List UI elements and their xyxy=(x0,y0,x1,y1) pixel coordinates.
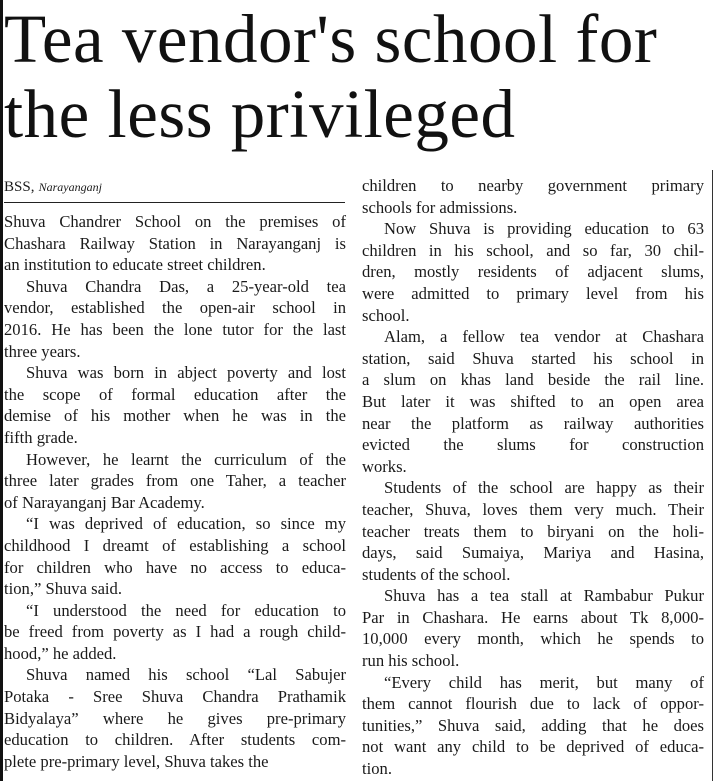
paragraph-line: hood,” he added. xyxy=(4,643,117,663)
paragraph-line: station, said Shuva started his school in xyxy=(362,348,704,368)
paragraph-line: were admitted to primary level from his xyxy=(362,283,704,303)
paragraph-line: vendor, established the open-air school in xyxy=(4,298,346,318)
paragraph-line: teacher, Shuva, loves them very much. Their xyxy=(362,499,704,519)
paragraph-line: works. xyxy=(362,456,407,476)
paragraph-line: Potaka - Sree Shuva Chandra Prathamik xyxy=(4,687,346,707)
paragraph-line: Shuva named his school “Lal Sabujer xyxy=(26,665,346,685)
article-column-2 xyxy=(362,175,704,780)
paragraph-line: schools for admissions. xyxy=(362,197,518,217)
paragraph-line: Par in Chashara. He earns about Tk 8,000- xyxy=(362,607,704,627)
paragraph-line: demise of his mother when he was in the xyxy=(4,406,346,426)
paragraph-line: Alam, a fellow tea vendor at Chashara xyxy=(384,327,704,347)
article-column-1 xyxy=(4,211,346,772)
paragraph-line: tunities,” Shuva said, adding that he does xyxy=(362,715,704,735)
paragraph-line: three later grades from one Taher, a teacher xyxy=(4,471,346,491)
paragraph-line: Bidyalaya” where he gives pre-primary xyxy=(4,708,346,728)
byline-agency: BSS, xyxy=(4,179,35,195)
paragraph-line: Now Shuva is providing education to 63 xyxy=(384,219,704,239)
paragraph-line: school. xyxy=(362,305,410,325)
paragraph-line: Shuva was born in abject poverty and lost xyxy=(26,363,346,383)
paragraph-line: education to children. After students com- xyxy=(4,730,346,750)
paragraph-line: students of the school. xyxy=(362,564,511,584)
paragraph-line: plete pre-primary level, Shuva takes the xyxy=(4,751,269,771)
article-paragraph xyxy=(4,664,346,772)
byline xyxy=(4,176,345,203)
paragraph-line: “I was deprived of education, so since my xyxy=(26,514,346,534)
paragraph-line: 10,000 every month, which he spends to xyxy=(362,629,704,649)
article-paragraph xyxy=(362,585,704,671)
article-paragraph xyxy=(4,276,346,362)
article-paragraph xyxy=(4,449,346,514)
paragraph-line: evicted the slums for construction xyxy=(362,435,704,455)
paragraph-line: near the platform as railway authorities xyxy=(362,413,704,433)
paragraph-line: the scope of formal education after the xyxy=(4,384,346,404)
paragraph-line: However, he learnt the curriculum of the xyxy=(26,449,346,469)
paragraph-line: of Narayanganj Bar Academy. xyxy=(4,492,205,512)
paragraph-line: children in his school, and so far, 30 chil- xyxy=(362,240,704,260)
article-paragraph xyxy=(362,326,704,477)
paragraph-line: days, said Sumaiya, Mariya and Hasina, xyxy=(362,543,704,563)
paragraph-line: fifth grade. xyxy=(4,427,78,447)
headline-line: the less privileged xyxy=(4,76,516,152)
paragraph-line: not want any child to be deprived of educa- xyxy=(362,737,704,757)
paragraph-line: “Every child has merit, but many of xyxy=(384,672,704,692)
paragraph-line: for children who have no access to educa- xyxy=(4,557,346,577)
headline xyxy=(4,2,716,152)
paragraph-line: Students of the school are happy as their xyxy=(384,478,704,498)
article-paragraph xyxy=(4,362,346,448)
paragraph-line: run his school. xyxy=(362,651,460,671)
headline-line: Tea vendor's school for xyxy=(4,1,658,77)
article-paragraph xyxy=(4,600,346,665)
paragraph-line: 2016. He has been the lone tutor for the last xyxy=(4,319,346,339)
paragraph-line: Shuva Chandra Das, a 25-year-old tea xyxy=(26,276,346,296)
paragraph-line: But later it was shifted to an open area xyxy=(362,391,704,411)
paragraph-line: childhood I dreamt of establishing a school xyxy=(4,535,346,555)
paragraph-line: them cannot flourish due to lack of oppor- xyxy=(362,694,704,714)
paragraph-line: Shuva Chandrer School on the premises of xyxy=(4,212,346,231)
page-edge-left xyxy=(0,0,3,781)
paragraph-line: teacher treats them to biryani on the holi- xyxy=(362,521,704,541)
article-paragraph xyxy=(362,672,704,780)
paragraph-line: three years. xyxy=(4,341,81,361)
article-paragraph xyxy=(362,175,704,218)
paragraph-line: dren, mostly residents of adjacent slums, xyxy=(362,262,704,282)
paragraph-line: a slum on khas land beside the rail line. xyxy=(362,370,704,390)
column-rule-right xyxy=(712,170,713,781)
paragraph-line: be freed from poverty as I had a rough child- xyxy=(4,622,346,642)
paragraph-line: tion,” Shuva said. xyxy=(4,579,122,599)
paragraph-line: Shuva has a tea stall at Rambabur Pukur xyxy=(384,586,704,606)
paragraph-line: Chashara Railway Station in Narayanganj is xyxy=(4,233,346,253)
paragraph-line: tion. xyxy=(362,759,392,779)
article-paragraph xyxy=(362,477,704,585)
byline-place: Narayanganj xyxy=(38,180,102,194)
article-paragraph xyxy=(362,218,704,326)
paragraph-line: an institution to educate street children. xyxy=(4,255,266,275)
article-paragraph xyxy=(4,513,346,599)
article-paragraph xyxy=(4,211,346,276)
paragraph-line: “I understood the need for education to xyxy=(26,600,346,620)
paragraph-line: children to nearby government primary xyxy=(362,176,704,195)
